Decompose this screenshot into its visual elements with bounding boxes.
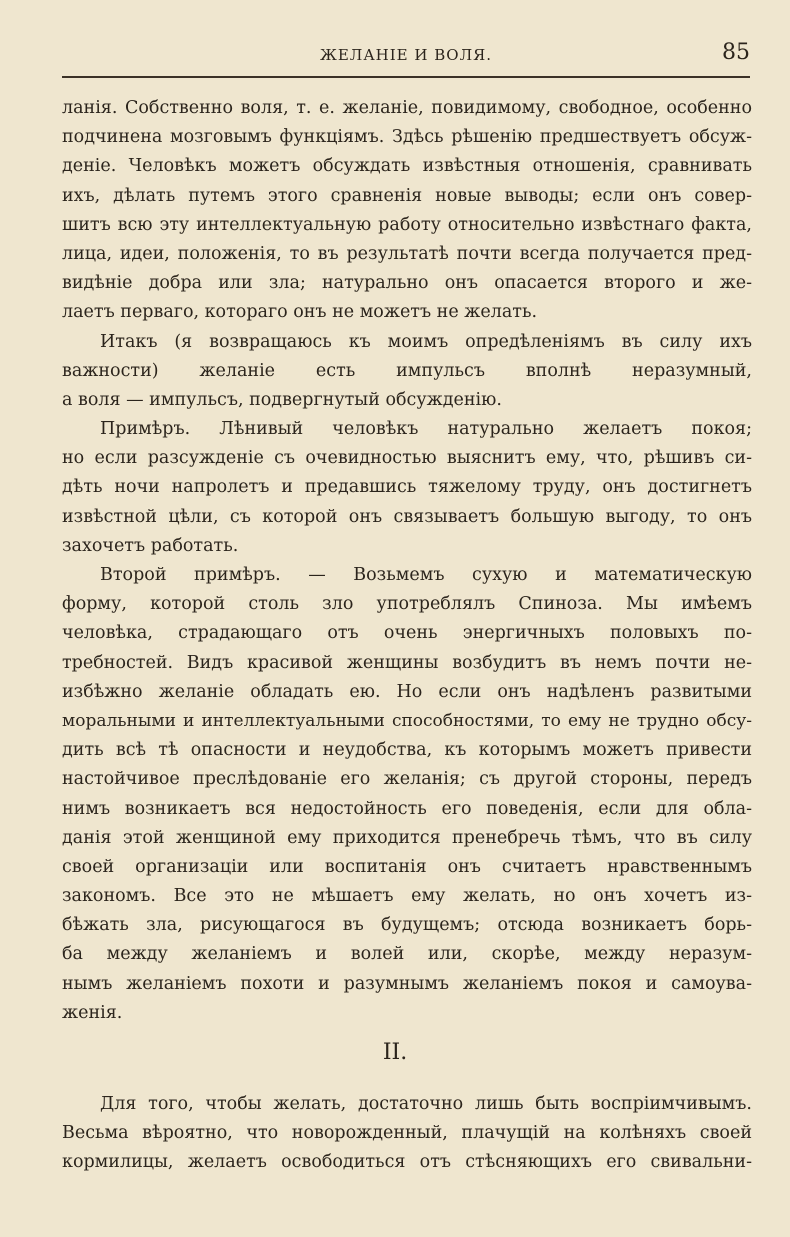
text-line: нимъ возникаетъ вся недостойность его поведенія, если для обла-: [62, 798, 752, 819]
text-line: ба между желаніемъ и волей или, скорѣе, между неразум-: [62, 944, 752, 965]
text-line: Итакъ (я возвращаюсь къ моимъ опредѣленіямъ въ силу ихъ: [100, 331, 752, 352]
text-line: Второй примѣръ. — Возьмемъ сухую и математическую: [100, 565, 752, 585]
text-line: но если разсужденіе съ очевидностью выяснитъ ему, что, рѣшивъ си-: [62, 448, 752, 469]
text-line: лица, идеи, положенія, то въ результатѣ почти всегда получается пред-: [62, 243, 752, 264]
text-line: шитъ всю эту интеллектуальную работу относительно извѣстнаго факта,: [62, 214, 752, 235]
header-rule: [62, 76, 750, 78]
body-text: [62, 94, 752, 1028]
text-line: ланія. Собственно воля, т. е. желаніе, повидимому, свободное, особенно: [62, 98, 752, 118]
section-heading: II.: [382, 1040, 408, 1065]
text-line: Примѣръ. Лѣнивый человѣкъ натурально желаетъ покоя;: [100, 419, 752, 440]
text-line: важности) желаніе есть импульсъ вполнѣ неразумный,: [62, 360, 752, 381]
text-line: настойчивое преслѣдованіе его желанія; съ другой стороны, передъ: [62, 769, 752, 790]
text-line: женія.: [62, 1002, 123, 1023]
text-line: видѣніе добра или зла; натурально онъ опасается второго и же-: [62, 273, 752, 294]
text-line: захочетъ работать.: [62, 535, 239, 556]
text-line: подчинена мозговымъ функціямъ. Здѣсь рѣшенію предшествуетъ обсуж-: [62, 127, 752, 148]
text-line: кормилицы, желаетъ освободиться отъ стѣсняющихъ его свивальни-: [62, 1152, 752, 1173]
text-line: форму, которой столь зло употреблялъ Спиноза. Мы имѣемъ: [62, 594, 752, 615]
text-line: моральными и интеллектуальными способностями, то ему не трудно обсу-: [62, 710, 752, 731]
text-line: данія этой женщиной ему приходится пренебречь тѣмъ, что въ силу: [62, 827, 752, 848]
text-line: дѣть ночи напролетъ и предавшись тяжелому труду, онъ достигнетъ: [62, 477, 752, 498]
text-line: бѣжать зла, рисующагося въ будущемъ; отсюда возникаетъ борь-: [62, 915, 752, 936]
text-line: своей организаціи или воспитанія онъ считаетъ нравственнымъ: [62, 856, 752, 877]
text-line: извѣстной цѣли, съ которой онъ связываетъ большую выгоду, то онъ: [62, 506, 752, 527]
text-line: Для того, чтобы желать, достаточно лишь быть воспріимчивымъ.: [100, 1094, 752, 1114]
text-line: лаетъ перваго, котораго онъ не можетъ не желать.: [62, 302, 538, 323]
text-line: Весьма вѣроятно, что новорожденный, плачущій на колѣняхъ своей: [62, 1123, 752, 1144]
page-header: [62, 40, 750, 80]
text-line: а воля — импульсъ, подвергнутый обсужденію.: [62, 389, 502, 410]
running-title: ЖЕЛАНІЕ И ВОЛЯ.: [320, 46, 492, 64]
text-line: дить всѣ тѣ опасности и неудобства, къ которымъ можетъ привести: [62, 740, 752, 761]
text-line: избѣжно желаніе обладать ею. Но если онъ надѣленъ развитыми: [62, 681, 752, 702]
page-number: 85: [722, 40, 750, 65]
text-line: нымъ желаніемъ похоти и разумнымъ желаніемъ покоя и самоува-: [62, 973, 752, 994]
text-line: требностей. Видъ красивой женщины возбудитъ въ немъ почти не-: [62, 652, 752, 673]
text-line: ихъ, дѣлать путемъ этого сравненія новые выводы; если онъ совер-: [62, 185, 752, 206]
section-text: [62, 1090, 752, 1178]
text-line: человѣка, страдающаго отъ очень энергичныхъ половыхъ по-: [62, 623, 752, 644]
text-line: деніе. Человѣкъ можетъ обсуждать извѣстныя отношенія, сравнивать: [62, 156, 752, 177]
text-line: закономъ. Все это не мѣшаетъ ему желать, но онъ хочетъ из-: [62, 886, 752, 907]
